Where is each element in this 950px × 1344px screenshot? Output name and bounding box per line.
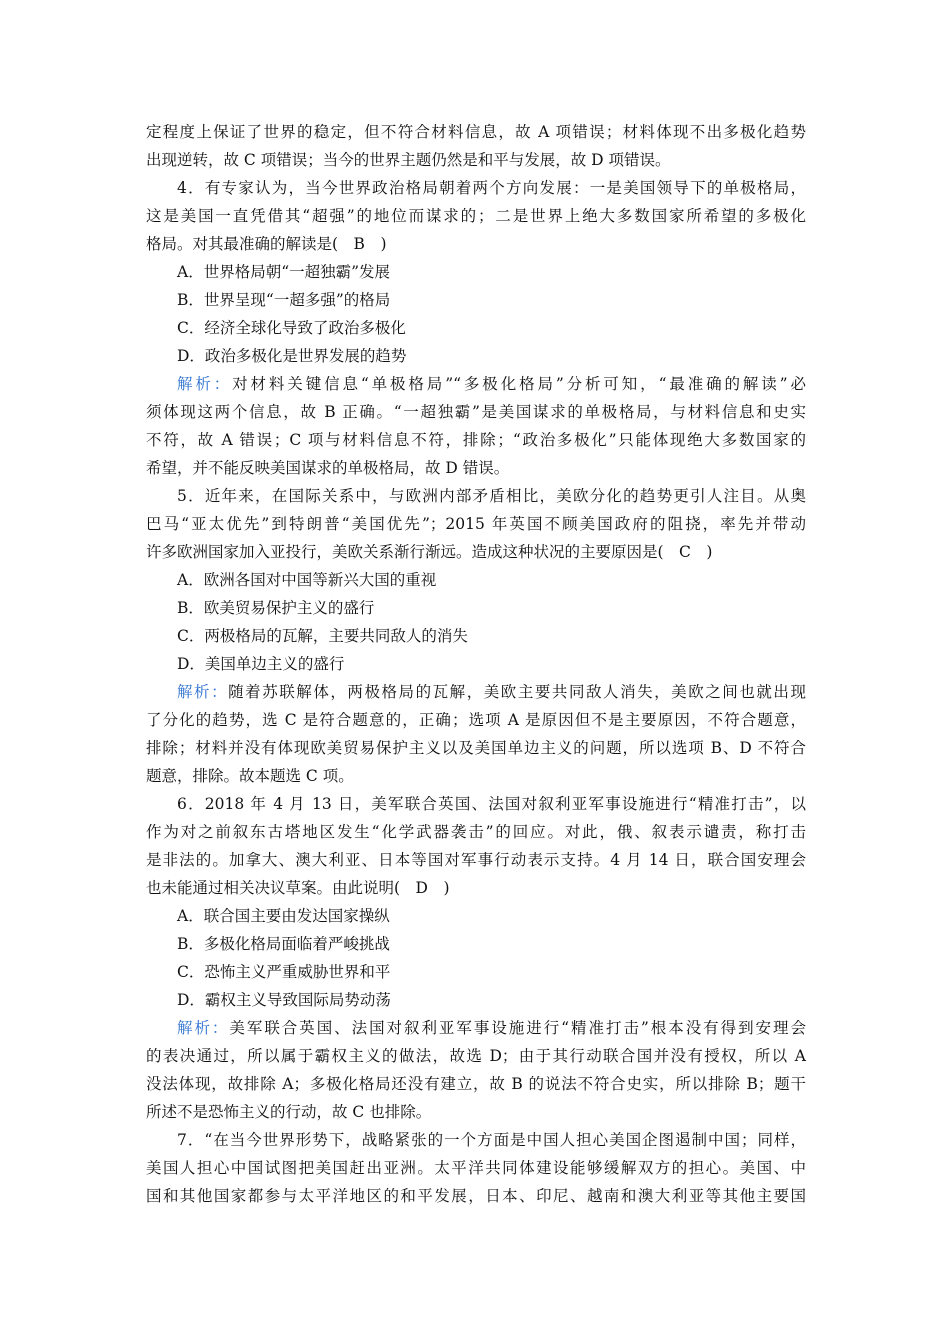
question-stem-line: 6．2018 年 4 月 13 日，美军联合英国、法国对叙利亚军事设施进行“精准打击”，以 bbox=[177, 795, 806, 813]
option-a: A．欧洲各国对中国等新兴大国的重视 bbox=[177, 571, 437, 589]
question-4 bbox=[146, 174, 806, 482]
option-c: C．经济全球化导致了政治多极化 bbox=[177, 319, 406, 337]
option-a: A．世界格局朝“一超独霸”发展 bbox=[177, 263, 391, 281]
option-c: C．两极格局的瓦解，主要共同敌人的消失 bbox=[177, 627, 468, 645]
option-b: B．欧美贸易保护主义的盛行 bbox=[177, 599, 375, 617]
question-stem-line: 国和其他国家都参与太平洋地区的和平发展，日本、印尼、越南和澳大利亚等其他主要国 bbox=[146, 1187, 806, 1205]
analysis-line: 了分化的趋势，选 C 是符合题意的，正确；选项 A 是原因但不是主要原因，不符合题意， bbox=[146, 711, 806, 729]
analysis-line bbox=[146, 1014, 806, 1042]
question-7 bbox=[146, 1126, 806, 1210]
analysis-line: 排除；材料并没有体现欧美贸易保护主义以及美国单边主义的问题，所以选项 B、D 不符合 bbox=[146, 739, 806, 757]
analysis-text: 随着苏联解体，两极格局的瓦解，美欧主要共同敌人消失，美欧之间也就出现 bbox=[228, 683, 806, 701]
analysis-label: 解析： bbox=[177, 375, 233, 393]
option-b: B．世界呈现“一超多强”的格局 bbox=[177, 291, 391, 309]
question-stem-line: 作为对之前叙东古塔地区发生“化学武器袭击”的回应。对此，俄、叙表示谴责，称打击 bbox=[146, 823, 806, 841]
question-stem-line: 这是美国一直凭借其“超强”的地位而谋求的；二是世界上绝大多数国家所希望的多极化 bbox=[146, 207, 806, 225]
question-5 bbox=[146, 482, 806, 790]
analysis-line bbox=[146, 678, 806, 706]
option-d: D．美国单边主义的盛行 bbox=[177, 655, 345, 673]
question-stem-line: 许多欧洲国家加入亚投行，美欧关系渐行渐远。造成这种状况的主要原因是( C ) bbox=[146, 543, 713, 561]
analysis-line: 没法体现，故排除 A；多极化格局还没有建立，故 B 的说法不符合史实，所以排除 B；题干 bbox=[146, 1075, 806, 1093]
analysis-line: 希望，并不能反映美国谋求的单极格局，故 D 错误。 bbox=[146, 459, 510, 477]
analysis-line: 的表决通过，所以属于霸权主义的做法，故选 D；由于其行动联合国并没有授权，所以 A bbox=[146, 1047, 806, 1065]
analysis-line: 题意，排除。故本题选 C 项。 bbox=[146, 767, 354, 785]
question-stem-line: 5．近年来，在国际关系中，与欧洲内部矛盾相比，美欧分化的趋势更引人注目。从奥 bbox=[177, 487, 806, 505]
question-stem-line: 巴马“亚太优先”到特朗普“美国优先”；2015 年英国不顾美国政府的阻挠，率先并带动 bbox=[146, 515, 806, 533]
analysis-text: 美军联合英国、法国对叙利亚军事设施进行“精准打击”根本没有得到安理会 bbox=[229, 1019, 806, 1037]
analysis-label: 解析： bbox=[177, 683, 229, 701]
question-6 bbox=[146, 790, 806, 1126]
text-line: 出现逆转，故 C 项错误；当今的世界主题仍然是和平与发展，故 D 项错误。 bbox=[146, 151, 671, 169]
option-b: B．多极化格局面临着严峻挑战 bbox=[177, 935, 390, 953]
question-stem-line: 美国人担心中国试图把美国赶出亚洲。太平洋共同体建设能够缓解双方的担心。美国、中 bbox=[146, 1159, 806, 1177]
option-d: D．政治多极化是世界发展的趋势 bbox=[177, 347, 407, 365]
option-d: D．霸权主义导致国际局势动荡 bbox=[177, 991, 391, 1009]
text-line: 定程度上保证了世界的稳定，但不符合材料信息，故 A 项错误；材料体现不出多极化趋势 bbox=[146, 123, 806, 141]
option-c: C．恐怖主义严重威胁世界和平 bbox=[177, 963, 391, 981]
document-page bbox=[146, 118, 806, 1210]
analysis-text: 对材料关键信息“单极格局”“多极化格局”分析可知，“最准确的解读”必 bbox=[232, 375, 806, 393]
question-stem-line: 格局。对其最准确的解读是( B ) bbox=[146, 235, 387, 253]
analysis-line: 不符，故 A 错误；C 项与材料信息不符，排除；“政治多极化”只能体现绝大多数国家的 bbox=[146, 431, 806, 449]
analysis-line: 须体现这两个信息，故 B 正确。“一超独霸”是美国谋求的单极格局，与材料信息和史实 bbox=[146, 403, 806, 421]
question-stem-line: 4．有专家认为，当今世界政治格局朝着两个方向发展：一是美国领导下的单极格局， bbox=[177, 179, 806, 197]
question-stem-line: 7．“在当今世界形势下，战略紧张的一个方面是中国人担心美国企图遏制中国；同样， bbox=[177, 1131, 806, 1149]
option-a: A．联合国主要由发达国家操纵 bbox=[177, 907, 390, 925]
question-stem-line: 是非法的。加拿大、澳大利亚、日本等国对军事行动表示支持。4 月 14 日，联合国安理会 bbox=[146, 851, 806, 869]
analysis-line bbox=[146, 370, 806, 398]
analysis-label: 解析： bbox=[177, 1019, 230, 1037]
analysis-line: 所述不是恐怖主义的行动，故 C 也排除。 bbox=[146, 1103, 432, 1121]
question-stem-line: 也未能通过相关决议草案。由此说明( D ) bbox=[146, 879, 450, 897]
